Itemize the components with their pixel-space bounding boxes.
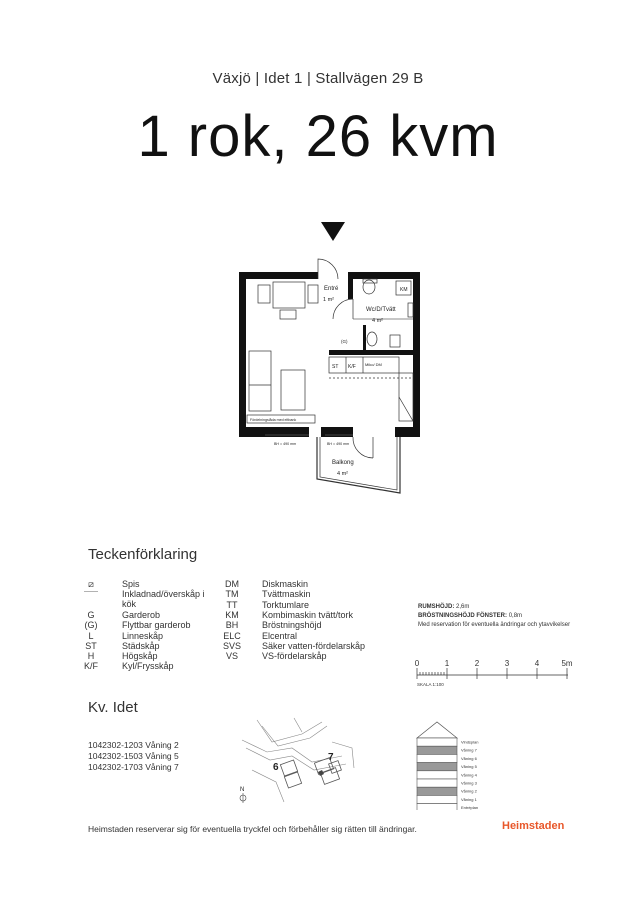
scale-tick-0: 0 bbox=[414, 659, 420, 668]
legend-symbol: TM bbox=[225, 589, 239, 600]
unit-list bbox=[88, 740, 179, 773]
scale-tick-3: 3 bbox=[504, 659, 510, 668]
legend-symbol: ------- bbox=[84, 589, 98, 596]
legend-symbol: DM bbox=[225, 579, 239, 589]
legend-symbol: L bbox=[88, 630, 94, 641]
legend-symbol: ST bbox=[85, 640, 97, 651]
legend-symbol: BH bbox=[225, 620, 239, 631]
legend-symbol: K/F bbox=[83, 661, 98, 672]
room-area-balcony: 4 m² bbox=[337, 471, 348, 477]
rumshojd-label: RUMSHÖJD: bbox=[418, 604, 455, 610]
label-bh-left: BH = 490 mm bbox=[274, 442, 297, 446]
floor-block bbox=[417, 763, 457, 771]
floor-block bbox=[417, 754, 457, 762]
building-elevation bbox=[415, 716, 525, 810]
apartment-title: 1 rok, 26 kvm bbox=[137, 104, 499, 169]
legend-symbol: KM bbox=[225, 609, 239, 620]
legend-text: Städskåp bbox=[122, 640, 160, 651]
floor-block bbox=[417, 795, 457, 803]
map-label-7: 7 bbox=[328, 752, 334, 763]
unit-item: 1042302-1203 Våning 2 bbox=[88, 740, 179, 750]
legend-text: Spis bbox=[122, 579, 140, 589]
floor-label: Våning 4 bbox=[461, 772, 477, 778]
floor-block bbox=[417, 779, 457, 787]
floor-label: Våning 7 bbox=[461, 747, 477, 753]
legend-symbol: ELC bbox=[223, 630, 241, 641]
floor-label: Vindsplan bbox=[461, 739, 479, 745]
north-label: N bbox=[240, 787, 245, 793]
scale-label: SKALA 1:100 bbox=[417, 682, 444, 687]
floor-block bbox=[417, 746, 457, 754]
floor-label: Entréplan bbox=[461, 805, 479, 810]
label-g: (G) bbox=[341, 339, 348, 344]
floor-label: Våning 2 bbox=[461, 788, 477, 794]
room-name-balcony: Balkong bbox=[332, 460, 354, 466]
legend-symbol: TT bbox=[226, 599, 238, 610]
legend-symbol: H bbox=[87, 651, 95, 662]
legend-text: Bröstningshöjd bbox=[262, 620, 322, 631]
scale-bar bbox=[410, 656, 580, 692]
unit-item: 1042302-1503 Våning 5 bbox=[88, 751, 179, 761]
floor-label: Våning 5 bbox=[461, 764, 477, 770]
label-dm: Miko/ DM bbox=[365, 362, 382, 367]
legend-text: Linneskåp bbox=[122, 630, 164, 641]
floor-block bbox=[417, 738, 457, 746]
room-name-entre: Entré bbox=[324, 286, 339, 292]
legend-text: Säker vatten-fördelarskåp bbox=[262, 640, 366, 651]
scale-tick-4: 4 bbox=[534, 659, 540, 668]
building-6 bbox=[280, 760, 301, 788]
legend-symbol: SVS bbox=[222, 640, 241, 651]
legend-text: Flyttbar garderob bbox=[122, 620, 191, 631]
legend-text: Högskåp bbox=[122, 651, 158, 662]
label-km: KM bbox=[400, 287, 408, 293]
north-arrow-icon bbox=[240, 793, 246, 803]
floor-label: Våning 6 bbox=[461, 755, 477, 761]
floor-block bbox=[417, 771, 457, 779]
label-kf: K/F bbox=[348, 364, 356, 370]
unit-item: 1042302-1703 Våning 7 bbox=[88, 762, 179, 772]
floor-label: Våning 1 bbox=[461, 796, 477, 802]
label-fordelning: Fördelningslåda med eltbank bbox=[250, 418, 297, 422]
site-map bbox=[232, 712, 372, 810]
legend-text: Diskmaskin bbox=[262, 579, 309, 589]
legend-text: Kyl/Frysskåp bbox=[122, 661, 174, 672]
rumshojd-value: 2,6m bbox=[456, 604, 470, 610]
address-subtitle: Växjö | Idet 1 | Stallvägen 29 B bbox=[212, 70, 424, 87]
legend-symbol: (G) bbox=[84, 620, 98, 631]
room-name-bathroom: Wc/D/Tvätt bbox=[366, 307, 396, 313]
idet-title: Kv. Idet bbox=[88, 699, 138, 716]
info-block bbox=[418, 604, 618, 628]
room-area-entre: 1 m² bbox=[323, 297, 334, 303]
scale-tick-1: 1 bbox=[444, 659, 450, 668]
floor-plan bbox=[225, 215, 435, 500]
stove-icon: ⧄ bbox=[88, 579, 94, 589]
reservation-note: Med reservation för eventuella ändringar och ytavvikelser bbox=[418, 622, 571, 628]
legend-symbol: G bbox=[87, 609, 95, 620]
legend-text: Kombimaskin tvätt/tork bbox=[262, 609, 354, 620]
entrance-arrow-icon bbox=[321, 222, 345, 241]
footer-disclaimer: Heimstaden reserverar sig för eventuella tryckfel och förbehåller sig rätten till ändringar. bbox=[88, 824, 417, 834]
brostning-label: BRÖSTNINGSHÖJD FÖNSTER: bbox=[418, 613, 508, 619]
legend-title: Teckenförklaring bbox=[88, 546, 198, 563]
room-area-bathroom: 4 m² bbox=[372, 318, 383, 324]
legend-text: Garderob bbox=[122, 609, 161, 620]
floor-block bbox=[417, 787, 457, 795]
legend-text: Inkladnad/överskåp i kök bbox=[122, 589, 205, 610]
scale-tick-5: 5m bbox=[561, 659, 573, 668]
legend-text: Torktumlare bbox=[262, 599, 310, 610]
map-label-6: 6 bbox=[273, 762, 279, 773]
legend-symbol: VS bbox=[225, 651, 238, 662]
floor-label: Våning 3 bbox=[461, 780, 477, 786]
legend-text: Tvättmaskin bbox=[262, 589, 311, 600]
legend-text: VS-fördelarskåp bbox=[262, 651, 327, 662]
floor-block bbox=[417, 804, 457, 810]
label-st: ST bbox=[332, 364, 339, 370]
label-bh-right: BH = 490 mm bbox=[327, 442, 350, 446]
brand-logo: Heimstaden bbox=[502, 820, 565, 832]
plan-lines bbox=[247, 259, 413, 493]
scale-tick-2: 2 bbox=[474, 659, 480, 668]
legend-text: Elcentral bbox=[262, 630, 298, 641]
brostning-value: 0,8m bbox=[508, 613, 523, 619]
